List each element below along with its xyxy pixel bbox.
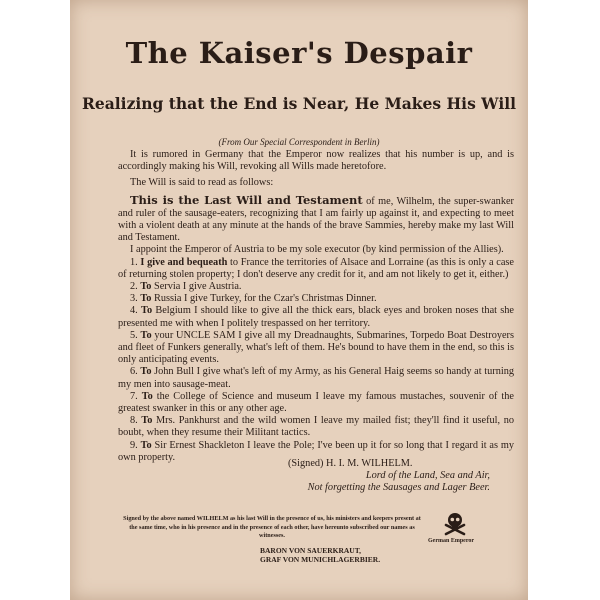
last-will-text: of me, Wilhelm, the super-swanker and ruler of the sausage-eaters, recognizing that I am fairly up against it, and expecting to meet with a violent death at any minute at the hands of the brave Sammies, hereby make my last Will and Testament. (118, 195, 514, 244)
witness-name-1: BARON VON SAUERKRAUT, (260, 546, 362, 555)
executor-paragraph: I appoint the Emperor of Austria to be my sole executor (by kind permission of the Allies). (130, 244, 504, 256)
page-subtitle: Realizing that the End is Near, He Makes His Will (82, 94, 516, 113)
list-item: 7. To the College of Science and museum I leave my famous mustaches, souvenir of the greatest swanker in this or any other age. (118, 390, 514, 415)
witness-names (260, 546, 380, 564)
list-item: 9. To Sir Ernest Shackleton I leave the Pole; I've been up it for so long that I regard it as my own property. (118, 439, 514, 463)
byline: (From Our Special Correspondent in Berlin) (218, 137, 380, 147)
list-item: 8. To Mrs. Pankhurst and the wild women I leave my mailed fist; they'll find it useful, no boubt, when they resume their Militant tactics. (118, 415, 514, 439)
will-body (118, 149, 514, 464)
list-item: 3. To Russia I give Turkey, for the Czar's Christmas Dinner. (130, 293, 377, 305)
signature-line: (Signed) H. I. M. WILHELM. (288, 458, 413, 469)
proclamation-sheet (70, 0, 528, 600)
intro-paragraph: It is rumored in Germany that the Emperor now realizes that his number is up, and is accordingly making his Will, revoking all Wills made heretofore. (118, 149, 514, 173)
will-said-line: The Will is said to read as follows: (130, 177, 274, 189)
last-will-lead: This is the Last Will and Testament (130, 192, 363, 207)
signature-title-1: Lord of the Land, Sea and Air, (365, 470, 490, 482)
signature-title-2: Not forgetting the Sausages and Lager Beer. (307, 482, 490, 494)
list-item: 1. I give and bequeath to France the territories of Alsace and Lorraine (as this is only a case of returning stolen property; I don't deserve any credit for it, and am not likely to get it, either.) (118, 256, 515, 280)
emblem-label: German Emperor (428, 538, 475, 544)
list-item: 5. To your UNCLE SAM I give all my Dreadnaughts, Submarines, Torpedo Boat Destroyers and fleet of Funkers generally, what's left of them. He's bound to have them in the end, so this is only anticipating events. (118, 329, 514, 366)
list-item: 2. To Servia I give Austria. (130, 281, 242, 293)
list-item: 6. To John Bull I give what's left of my Army, as his General Haig seems so handy at turning my men into sausage-meat. (118, 366, 515, 390)
page-title: The Kaiser's Despair (125, 36, 473, 70)
witness-statement: Signed by the above named WILHELM as his last Will in the presence of us, his ministers and keepers present at the same time, who in his presence and in the presence of each other, have hereunto subscribed our names as witnesses. (123, 515, 421, 539)
last-will-paragraph (118, 194, 514, 245)
list-item: 4. To Belgium I should like to give all the thick ears, black eyes and broken noses that she presented me with when I politely trespassed on her territory. (118, 305, 514, 329)
witness-name-2: GRAF VON MUNICHLAGERBIER. (260, 555, 381, 564)
signature-block (270, 458, 490, 495)
skull-crossbones-icon (442, 510, 468, 541)
